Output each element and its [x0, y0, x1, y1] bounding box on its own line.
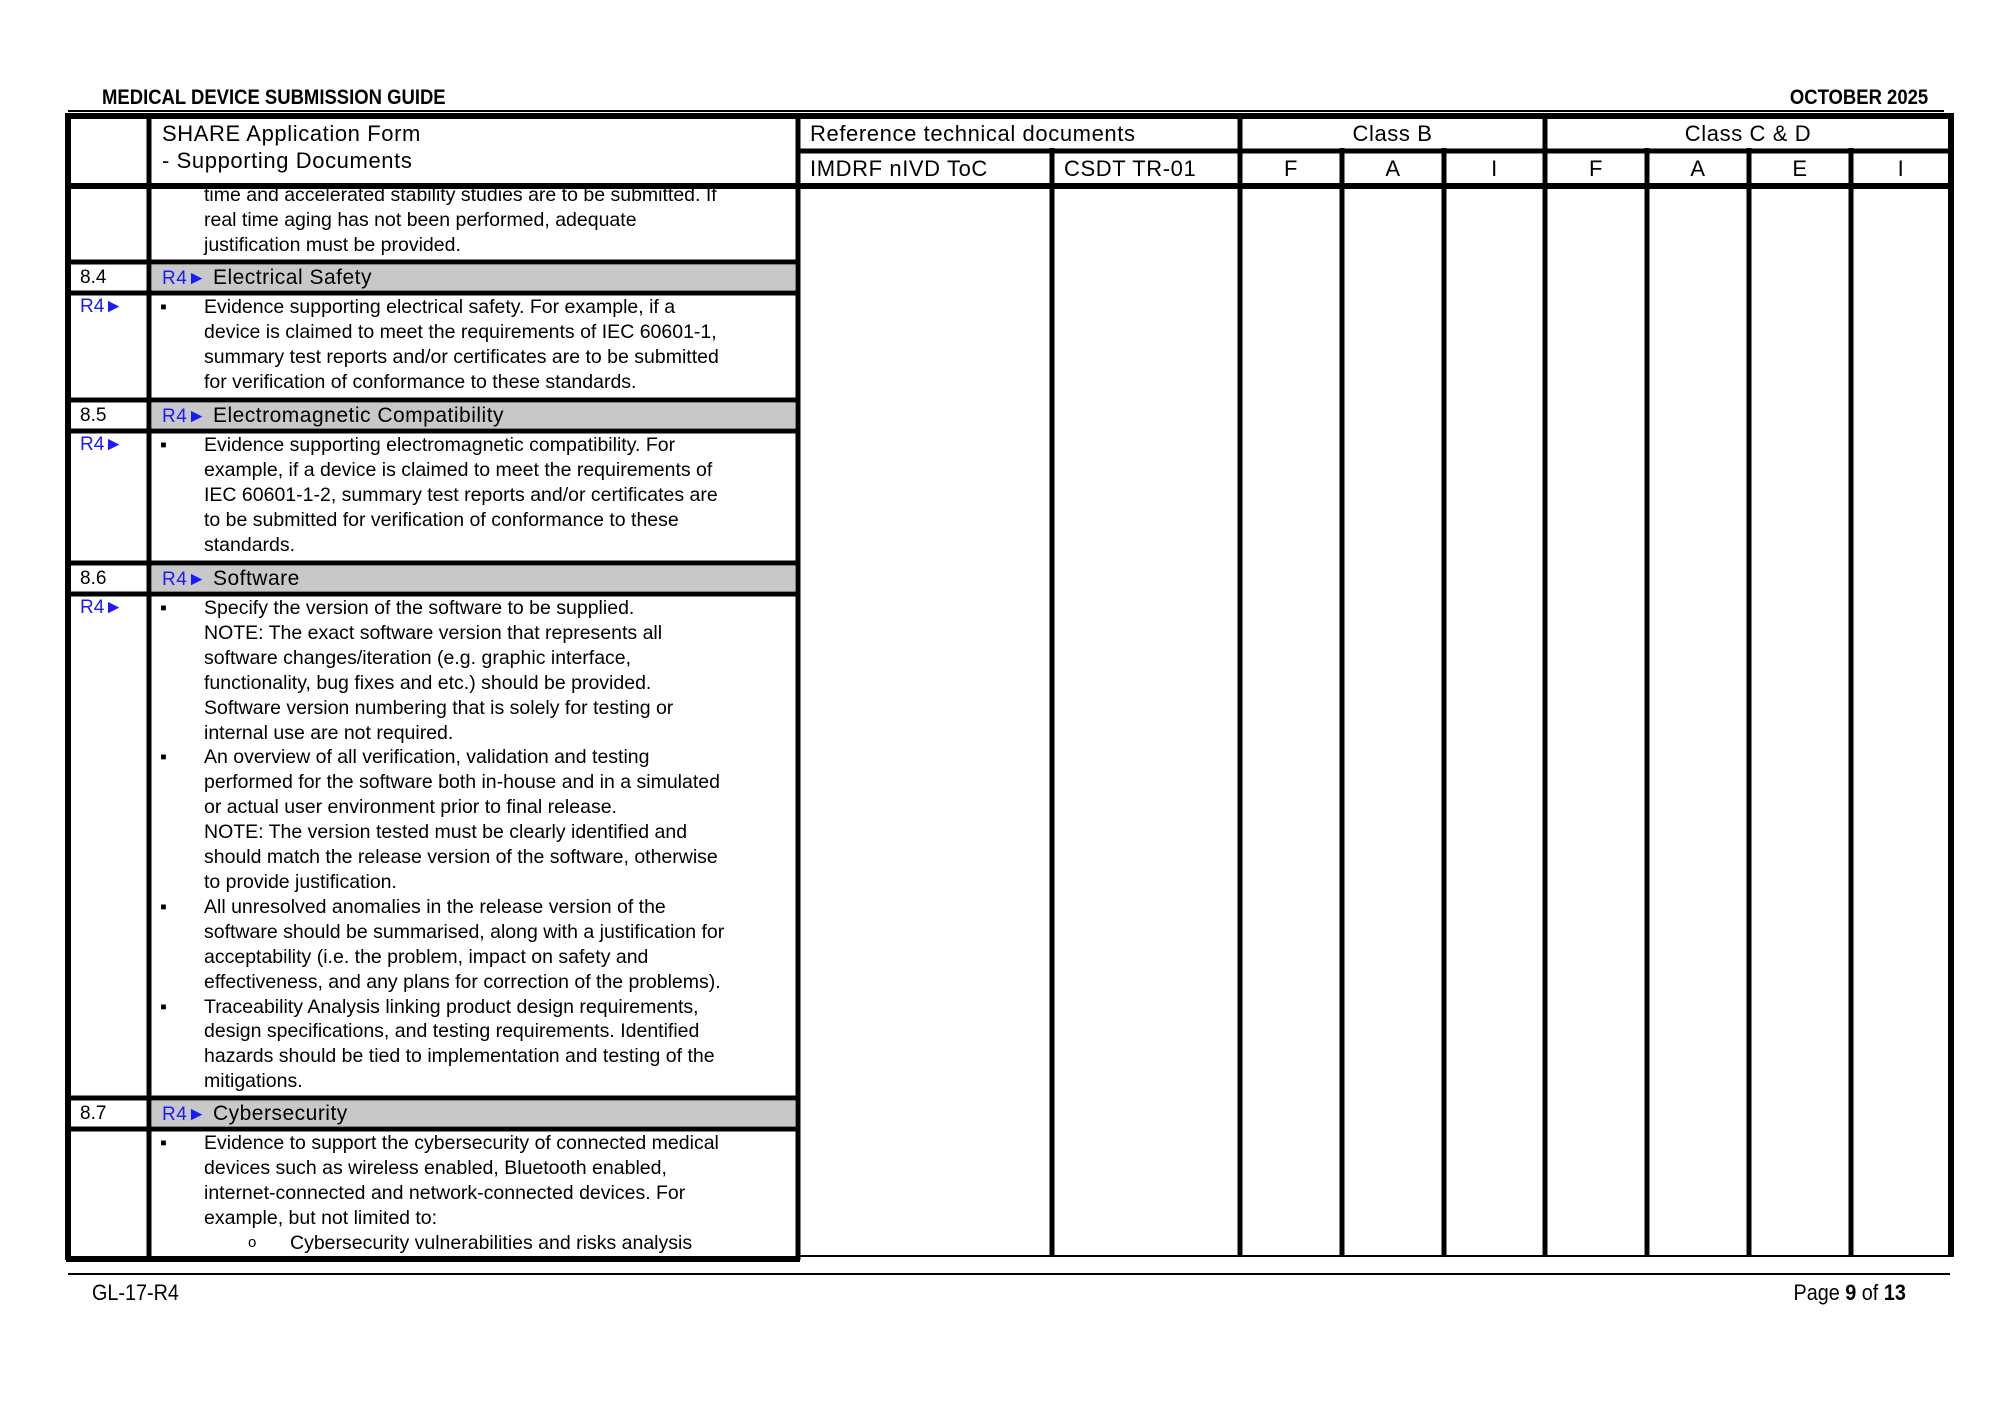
footer-doc-id: GL-17-R4: [92, 1280, 179, 1305]
bullet-icon: ▪: [160, 597, 167, 619]
revision-marker: R4►: [162, 569, 207, 590]
class-cd-col-f: F: [1588, 156, 1604, 181]
section-title-emc: R4► Electromagnetic Compatibility: [162, 404, 505, 427]
sub-bullet-icon: o: [248, 1233, 257, 1251]
bullet-icon: ▪: [160, 434, 167, 456]
imdrf-header: IMDRF nIVD ToC: [810, 156, 988, 181]
class-b-col-a: A: [1385, 156, 1401, 181]
column-title-line2: - Supporting Documents: [162, 148, 413, 173]
footer-page-number: Page 9 of 13: [1793, 1280, 1906, 1305]
class-cd-header: Class C & D: [1684, 121, 1812, 146]
bullet-icon: ▪: [160, 1132, 167, 1154]
row-revision-marker: R4►: [80, 434, 124, 455]
row-revision-marker: R4►: [80, 296, 124, 317]
section-number-8-5: 8.5: [80, 405, 107, 426]
list-item: ▪ All unresolved anomalies in the release version of the software should be summarised, along with a justification for acceptability (i.e. the problem, impact on safety and effectiveness, and any plans for correction of the problems).: [160, 895, 725, 993]
continued-text: time and accelerated stability studies are to be submitted. If real time aging has not been performed, adequate justification must be provided.: [204, 184, 717, 256]
section-number-8-6: 8.6: [80, 568, 107, 589]
class-cd-col-e: E: [1792, 156, 1808, 181]
footer-rule: [68, 1273, 1950, 1275]
bullet-icon: ▪: [160, 895, 167, 918]
list-item: ▪ Evidence supporting electromagnetic compatibility. For example, if a device is claimed to meet the requirements of IEC 60601-1-2, summary test reports and/or certificates are to be submitted for verification of conformance to these standards.: [160, 434, 718, 556]
csdt-header: CSDT TR-01: [1064, 156, 1197, 181]
class-cd-col-a: A: [1690, 156, 1706, 181]
document-header-date: OCTOBER 2025: [1789, 86, 1928, 109]
list-item: ▪ Specify the version of the software to be supplied. NOTE: The exact software version that represents all software changes/iteration (e.g. graphic interface, functionality, bug fixes and etc.) should be provided. Software version numbering that is solely for testing or internal use are not required.: [160, 597, 674, 744]
section-title-software: R4► Software: [162, 567, 300, 590]
section-number-8-7: 8.7: [80, 1103, 107, 1124]
bullet-list-cybersecurity: [152, 1131, 797, 1256]
bullet-icon: ▪: [160, 995, 167, 1018]
revision-marker: R4►: [162, 268, 207, 289]
section-title-cybersecurity: R4► Cybersecurity: [162, 1102, 348, 1125]
revision-marker: R4►: [162, 1104, 207, 1125]
reference-docs-header: Reference technical documents: [810, 121, 1136, 146]
bullet-list-software: [152, 596, 797, 1094]
row-revision-marker: R4►: [80, 597, 124, 618]
bullet-icon: ▪: [160, 296, 167, 318]
list-item: ▪ Evidence supporting electrical safety. For example, if a device is claimed to meet the requirements of IEC 60601-1, summary test reports and/or certificates are to be submitted for verification of conformance to these standards.: [160, 296, 719, 393]
list-item: ▪ An overview of all verification, validation and testing performed for the software both in-house and in a simulated or actual user environment prior to final release. NOTE: The version tested must be clearly identified and should match the release version of the software, otherwise to provide justification.: [160, 746, 720, 893]
class-cd-col-i: I: [1897, 156, 1905, 181]
document-header-title: MEDICAL DEVICE SUBMISSION GUIDE: [102, 86, 446, 109]
bullet-icon: ▪: [160, 746, 167, 769]
class-b-col-f: F: [1283, 156, 1299, 181]
column-title-line1: SHARE Application Form: [162, 121, 421, 146]
bullet-list-electrical-safety: [152, 295, 797, 395]
class-b-col-i: I: [1491, 156, 1498, 181]
revision-marker: R4►: [162, 406, 207, 427]
list-item: ▪ Evidence to support the cybersecurity of connected medical devices such as wireless enabled, Bluetooth enabled, internet-connected and network-connected devices. For example, but not limited to:: [160, 1132, 719, 1229]
section-number-8-4: 8.4: [80, 267, 107, 288]
list-item: ▪ Traceability Analysis linking product design requirements, design specifications, and testing requirements. Identified hazards should be tied to implementation and testing of the mitigations.: [160, 995, 715, 1093]
section-title-electrical-safety: R4► Electrical Safety: [162, 266, 372, 289]
bullet-list-emc: [152, 433, 797, 558]
column-title: [162, 120, 792, 174]
class-b-header: Class B: [1352, 121, 1433, 146]
sub-list-item: o Cybersecurity vulnerabilities and risks analysis: [248, 1231, 693, 1254]
